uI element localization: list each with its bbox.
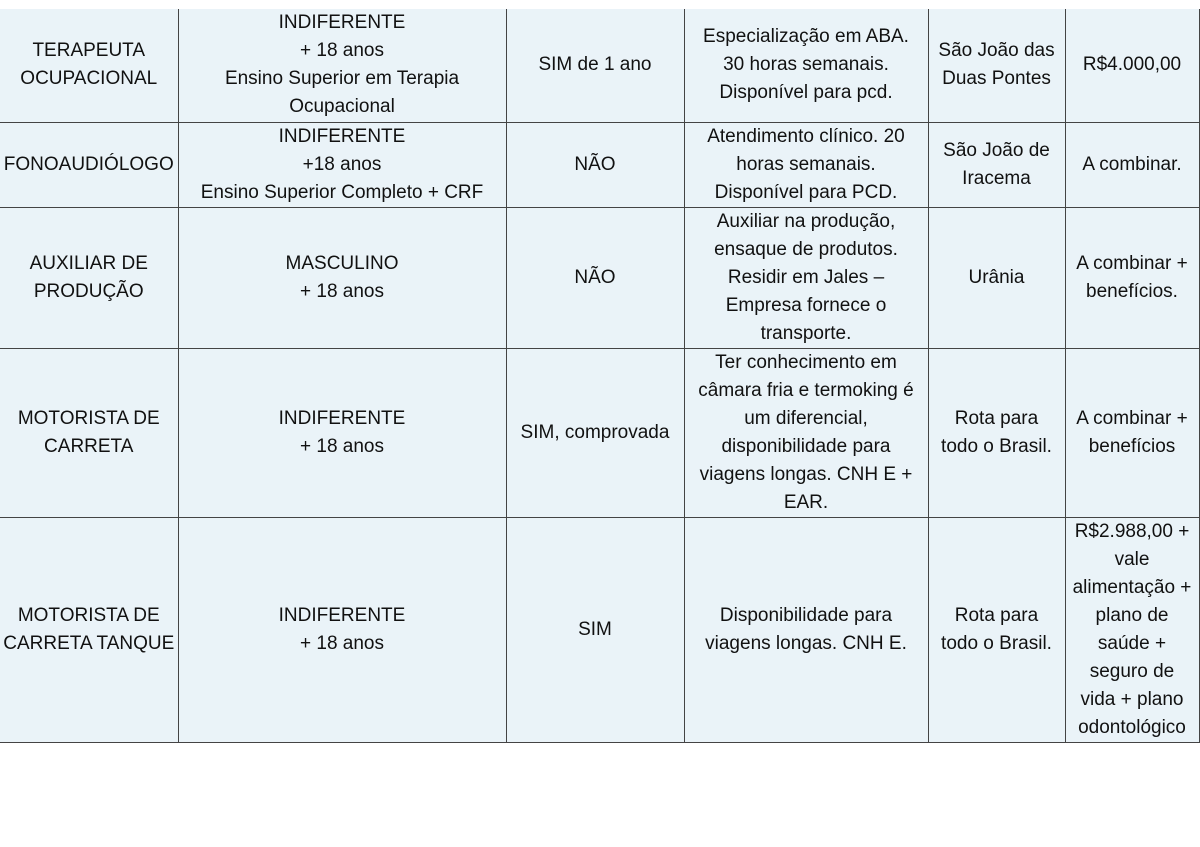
requisitos-cell: INDIFERENTE + 18 anos: [178, 517, 506, 742]
cargo-cell: AUXILIAR DE PRODUÇÃO: [0, 207, 178, 348]
cargo-cell: FONOAUDIÓLOGO: [0, 122, 178, 207]
experiencia-cell: NÃO: [506, 207, 684, 348]
experiencia-cell: SIM, comprovada: [506, 348, 684, 517]
experiencia-cell: NÃO: [506, 122, 684, 207]
salario-cell: A combinar.: [1065, 122, 1199, 207]
local-cell: São João das Duas Pontes: [928, 9, 1065, 122]
table-row: [0, 348, 1199, 517]
observacoes-cell: Disponibilidade para viagens longas. CNH E.: [684, 517, 928, 742]
table-row: [0, 517, 1199, 742]
observacoes-cell: Ter conhecimento em câmara fria e termoking é um diferencial, disponibilidade para viagens longas. CNH E + EAR.: [684, 348, 928, 517]
table-row: [0, 207, 1199, 348]
local-cell: Rota para todo o Brasil.: [928, 348, 1065, 517]
requisitos-cell: INDIFERENTE + 18 anos Ensino Superior em Terapia Ocupacional: [178, 9, 506, 122]
local-cell: Urânia: [928, 207, 1065, 348]
experiencia-cell: SIM: [506, 517, 684, 742]
local-cell: São João de Iracema: [928, 122, 1065, 207]
requisitos-cell: INDIFERENTE + 18 anos: [178, 348, 506, 517]
salario-cell: R$2.988,00 + vale alimentação + plano de saúde + seguro de vida + plano odontológico: [1065, 517, 1199, 742]
requisitos-cell: INDIFERENTE +18 anos Ensino Superior Completo + CRF: [178, 122, 506, 207]
cargo-cell: MOTORISTA DE CARRETA TANQUE: [0, 517, 178, 742]
table-row: [0, 9, 1199, 122]
cargo-cell: TERAPEUTA OCUPACIONAL: [0, 9, 178, 122]
cargo-cell: MOTORISTA DE CARRETA: [0, 348, 178, 517]
salario-cell: R$4.000,00: [1065, 9, 1199, 122]
experiencia-cell: SIM de 1 ano: [506, 9, 684, 122]
local-cell: Rota para todo o Brasil.: [928, 517, 1065, 742]
job-listings-table: [0, 9, 1200, 743]
salario-cell: A combinar + benefícios: [1065, 348, 1199, 517]
salario-cell: A combinar + benefícios.: [1065, 207, 1199, 348]
observacoes-cell: Auxiliar na produção, ensaque de produtos. Residir em Jales – Empresa fornece o transporte.: [684, 207, 928, 348]
table-row: [0, 122, 1199, 207]
observacoes-cell: Atendimento clínico. 20 horas semanais. Disponível para PCD.: [684, 122, 928, 207]
requisitos-cell: MASCULINO + 18 anos: [178, 207, 506, 348]
observacoes-cell: Especialização em ABA. 30 horas semanais. Disponível para pcd.: [684, 9, 928, 122]
